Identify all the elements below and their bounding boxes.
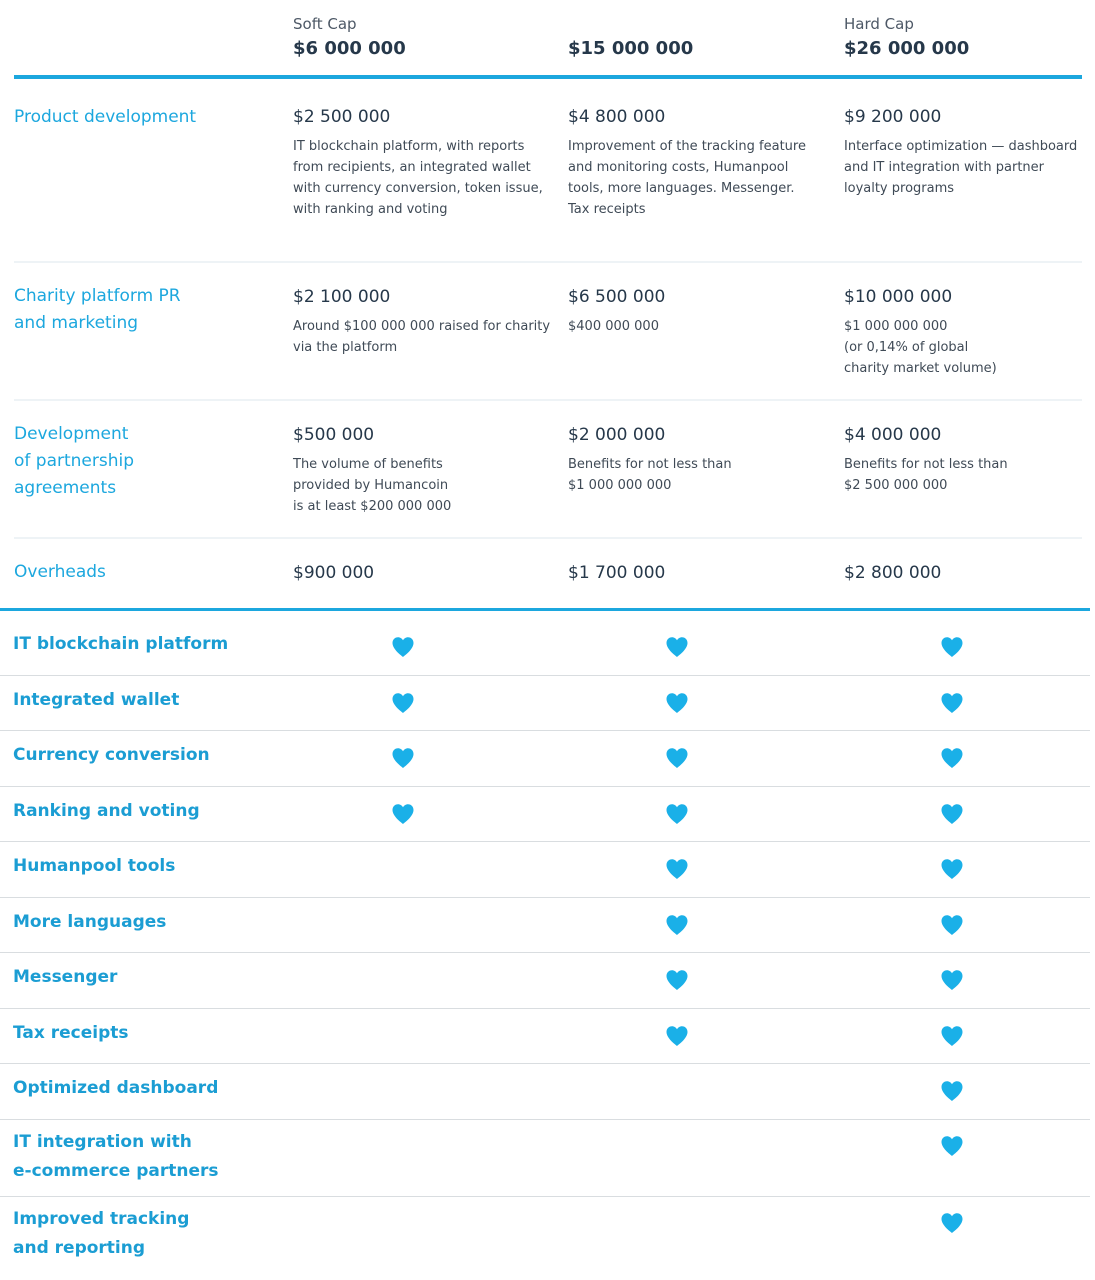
funding-header bbox=[0, 0, 1095, 80]
feature-row bbox=[0, 1009, 1090, 1065]
description-line: The volume of benefits bbox=[293, 457, 443, 472]
heart-icon bbox=[940, 1135, 964, 1157]
allocation-cell bbox=[293, 106, 558, 220]
feature-label bbox=[13, 852, 175, 881]
heart-icon bbox=[665, 858, 689, 880]
description-line: and IT integration with partner bbox=[844, 160, 1044, 175]
heart-icon bbox=[940, 747, 964, 769]
soft-cap-column-header bbox=[293, 14, 406, 61]
label-line: Optimized dashboard bbox=[13, 1078, 219, 1098]
description-line: $2 500 000 000 bbox=[844, 478, 948, 493]
label-line: IT integration with bbox=[13, 1131, 192, 1152]
cap-amount: $6 000 000 bbox=[293, 38, 406, 59]
feature-row bbox=[0, 1197, 1090, 1274]
allocation-cell bbox=[293, 286, 558, 358]
label-line: and reporting bbox=[13, 1237, 146, 1258]
label-line: More languages bbox=[13, 911, 167, 932]
heart-icon bbox=[940, 914, 964, 936]
label-line: IT blockchain platform bbox=[13, 634, 229, 654]
feature-row bbox=[0, 898, 1090, 954]
allocation-amount: $4 000 000 bbox=[844, 425, 942, 445]
heart-icon bbox=[940, 969, 964, 991]
label-line: Product development bbox=[14, 107, 197, 127]
feature-row bbox=[0, 787, 1090, 843]
allocation-amount: $2 100 000 bbox=[293, 287, 391, 307]
feature-label bbox=[13, 908, 166, 937]
feature-label bbox=[13, 630, 228, 659]
allocation-amount: $500 000 bbox=[293, 425, 375, 445]
allocation-row bbox=[0, 400, 1095, 538]
label-line: Development bbox=[14, 424, 129, 444]
description-line: IT blockchain platform, with reports bbox=[293, 139, 525, 154]
label-line: of partnership bbox=[14, 451, 135, 471]
hard-cap-column-header bbox=[844, 14, 969, 61]
description-line: Benefits for not less than bbox=[568, 457, 732, 472]
allocation-category-label bbox=[14, 283, 264, 337]
heart-icon bbox=[391, 803, 415, 825]
cap-label bbox=[568, 14, 693, 34]
cap-amount: $26 000 000 bbox=[844, 38, 970, 59]
feature-row bbox=[0, 953, 1090, 1009]
allocation-row bbox=[0, 262, 1095, 400]
cap-label: Soft Cap bbox=[293, 15, 357, 33]
feature-row bbox=[0, 731, 1090, 787]
allocation-description bbox=[293, 136, 558, 220]
allocation-description bbox=[568, 454, 833, 496]
description-line: $1 000 000 000 bbox=[844, 319, 948, 334]
heart-icon bbox=[391, 636, 415, 658]
allocation-amount: $10 000 000 bbox=[844, 287, 953, 307]
description-line: tools, more languages. Messenger. bbox=[568, 181, 795, 196]
heart-icon bbox=[940, 1025, 964, 1047]
label-line: Improved tracking bbox=[13, 1208, 190, 1229]
allocation-description bbox=[568, 316, 833, 337]
feature-row bbox=[0, 620, 1090, 676]
label-line: Tax receipts bbox=[13, 1022, 129, 1043]
feature-label bbox=[13, 1074, 218, 1103]
allocation-category-label bbox=[14, 559, 264, 586]
description-line: Interface optimization — dashboard bbox=[844, 139, 1078, 154]
allocation-amount: $1 700 000 bbox=[568, 563, 666, 583]
description-line: $1 000 000 000 bbox=[568, 478, 672, 493]
mid-cap-column-header bbox=[568, 14, 693, 61]
label-line: Overheads bbox=[14, 562, 106, 582]
allocation-row bbox=[0, 538, 1095, 608]
description-line: (or 0,14% of global bbox=[844, 340, 969, 355]
allocation-description bbox=[844, 454, 1095, 496]
allocation-amount: $2 000 000 bbox=[568, 425, 666, 445]
label-line: Integrated wallet bbox=[13, 689, 180, 710]
description-line: Around $100 000 000 raised for charity bbox=[293, 319, 551, 334]
heart-icon bbox=[940, 1212, 964, 1234]
heart-icon bbox=[665, 1025, 689, 1047]
description-line: with currency conversion, token issue, bbox=[293, 181, 543, 196]
label-line: and marketing bbox=[14, 313, 139, 333]
feature-label bbox=[13, 686, 179, 715]
allocation-cell bbox=[293, 424, 558, 517]
feature-label bbox=[13, 741, 210, 770]
header-divider bbox=[14, 75, 1082, 79]
heart-icon bbox=[391, 747, 415, 769]
allocation-cell bbox=[844, 424, 1095, 496]
allocation-cell bbox=[568, 562, 833, 584]
allocation-cell bbox=[844, 106, 1095, 199]
label-line: Humanpool tools bbox=[13, 856, 176, 876]
feature-label bbox=[13, 1128, 219, 1186]
feature-row bbox=[0, 1064, 1090, 1120]
feature-label bbox=[13, 1019, 129, 1048]
feature-label bbox=[13, 797, 200, 826]
heart-icon bbox=[665, 969, 689, 991]
allocation-cell bbox=[568, 106, 833, 220]
cap-label: Hard Cap bbox=[844, 15, 914, 33]
description-line: loyalty programs bbox=[844, 181, 955, 196]
description-line: via the platform bbox=[293, 340, 398, 355]
allocation-amount: $2 800 000 bbox=[844, 563, 942, 583]
allocation-amount: $4 800 000 bbox=[568, 107, 666, 127]
allocation-description bbox=[844, 136, 1095, 199]
allocation-category-label bbox=[14, 104, 264, 131]
description-line: Improvement of the tracking feature bbox=[568, 139, 806, 154]
label-line: agreements bbox=[14, 478, 117, 498]
heart-icon bbox=[940, 636, 964, 658]
label-line: e-commerce partners bbox=[13, 1160, 219, 1181]
description-line: and monitoring costs, Humanpool bbox=[568, 160, 789, 175]
allocation-cell bbox=[293, 562, 558, 584]
heart-icon bbox=[940, 858, 964, 880]
label-line: Ranking and voting bbox=[13, 800, 200, 821]
description-line: provided by Humancoin bbox=[293, 478, 449, 493]
section-divider bbox=[0, 608, 1090, 611]
allocation-description bbox=[293, 454, 558, 517]
allocation-amount: $9 200 000 bbox=[844, 107, 942, 127]
allocation-description bbox=[844, 316, 1095, 379]
allocation-row bbox=[0, 80, 1095, 262]
heart-icon bbox=[665, 747, 689, 769]
allocation-cell bbox=[568, 424, 833, 496]
heart-icon bbox=[940, 1080, 964, 1102]
heart-icon bbox=[665, 914, 689, 936]
label-line: Charity platform PR bbox=[14, 286, 181, 306]
allocation-amount: $900 000 bbox=[293, 563, 375, 583]
allocation-description bbox=[293, 316, 558, 358]
allocation-amount: $2 500 000 bbox=[293, 107, 391, 127]
allocation-description bbox=[568, 136, 833, 220]
allocation-cell bbox=[844, 286, 1095, 379]
allocation-cell bbox=[844, 562, 1095, 584]
allocation-amount: $6 500 000 bbox=[568, 287, 666, 307]
label-line: Currency conversion bbox=[13, 745, 210, 765]
allocation-category-label bbox=[14, 421, 264, 502]
description-line: with ranking and voting bbox=[293, 202, 448, 217]
heart-icon bbox=[940, 692, 964, 714]
description-line: is at least $200 000 000 bbox=[293, 499, 452, 514]
allocation-cell bbox=[568, 286, 833, 337]
description-line: from recipients, an integrated wallet bbox=[293, 160, 531, 175]
heart-icon bbox=[940, 803, 964, 825]
feature-label bbox=[13, 963, 117, 992]
heart-icon bbox=[665, 803, 689, 825]
description-line: Benefits for not less than bbox=[844, 457, 1008, 472]
description-line: Tax receipts bbox=[568, 202, 646, 217]
description-line: charity market volume) bbox=[844, 361, 997, 376]
description-line: $400 000 000 bbox=[568, 319, 659, 334]
cap-amount: $15 000 000 bbox=[568, 38, 694, 59]
feature-row bbox=[0, 1120, 1090, 1197]
heart-icon bbox=[665, 636, 689, 658]
feature-label bbox=[13, 1205, 189, 1263]
label-line: Messenger bbox=[13, 967, 118, 987]
heart-icon bbox=[391, 692, 415, 714]
heart-icon bbox=[665, 692, 689, 714]
feature-row bbox=[0, 842, 1090, 898]
feature-row bbox=[0, 676, 1090, 732]
